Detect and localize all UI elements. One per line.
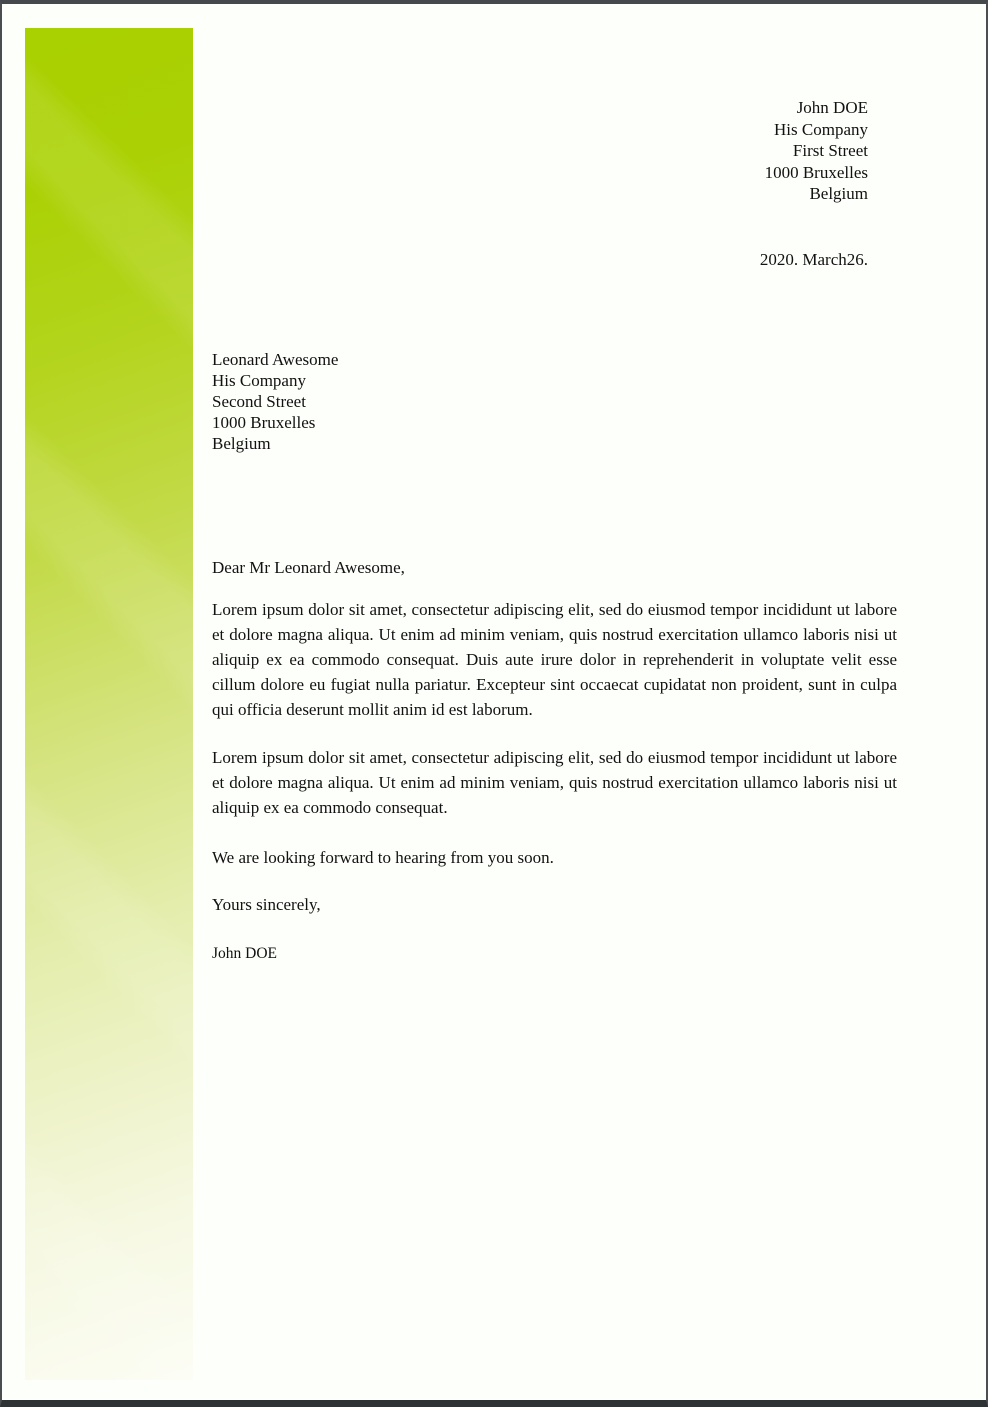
recipient-company: His Company	[212, 371, 306, 390]
signature-name: John DOE	[212, 945, 278, 962]
letter-date: 2020. March26.	[759, 250, 868, 269]
recipient-name: Leonard Awesome	[212, 350, 339, 369]
recipient-street: Second Street	[212, 392, 306, 411]
closing-sentence: We are looking forward to hearing from you soon.	[212, 848, 554, 867]
sender-street: First Street	[792, 141, 868, 160]
recipient-country: Belgium	[212, 434, 271, 453]
accent-gradient-bar	[25, 28, 193, 1380]
body-paragraph-2: Lorem ipsum dolor sit amet, consectetur adipiscing elit, sed do eiusmod tempor incididunt ut labore et dolore magna aliqua. Ut enim ad minim veniam, quis nostrud exercitation ullamco laboris nisi ut aliquip ex ea commodo consequat.	[212, 748, 897, 817]
recipient-city: 1000 Bruxelles	[212, 413, 316, 432]
body-paragraph-1: Lorem ipsum dolor sit amet, consectetur adipiscing elit, sed do eiusmod tempor incididunt ut labore et dolore magna aliqua. Ut enim ad minim veniam, quis nostrud exercitation ullamco laboris nisi ut aliquip ex ea commodo consequat. Duis aute irure dolor in reprehenderit in voluptate velit esse cillum dolore eu fugiat nulla pariatur. Excepteur sint occaecat cupidatat non proident, sunt in culpa qui officia deserunt mollit anim id est laborum.	[212, 600, 897, 719]
sender-company: His Company	[774, 119, 868, 139]
sender-city: 1000 Bruxelles	[764, 162, 868, 182]
sender-name: John DOE	[796, 98, 868, 117]
sender-address-block	[765, 97, 868, 205]
salutation: Dear Mr Leonard Awesome,	[212, 558, 405, 577]
valediction: Yours sincerely,	[212, 895, 321, 914]
recipient-address-block	[212, 349, 338, 454]
sender-country: Belgium	[809, 184, 868, 203]
